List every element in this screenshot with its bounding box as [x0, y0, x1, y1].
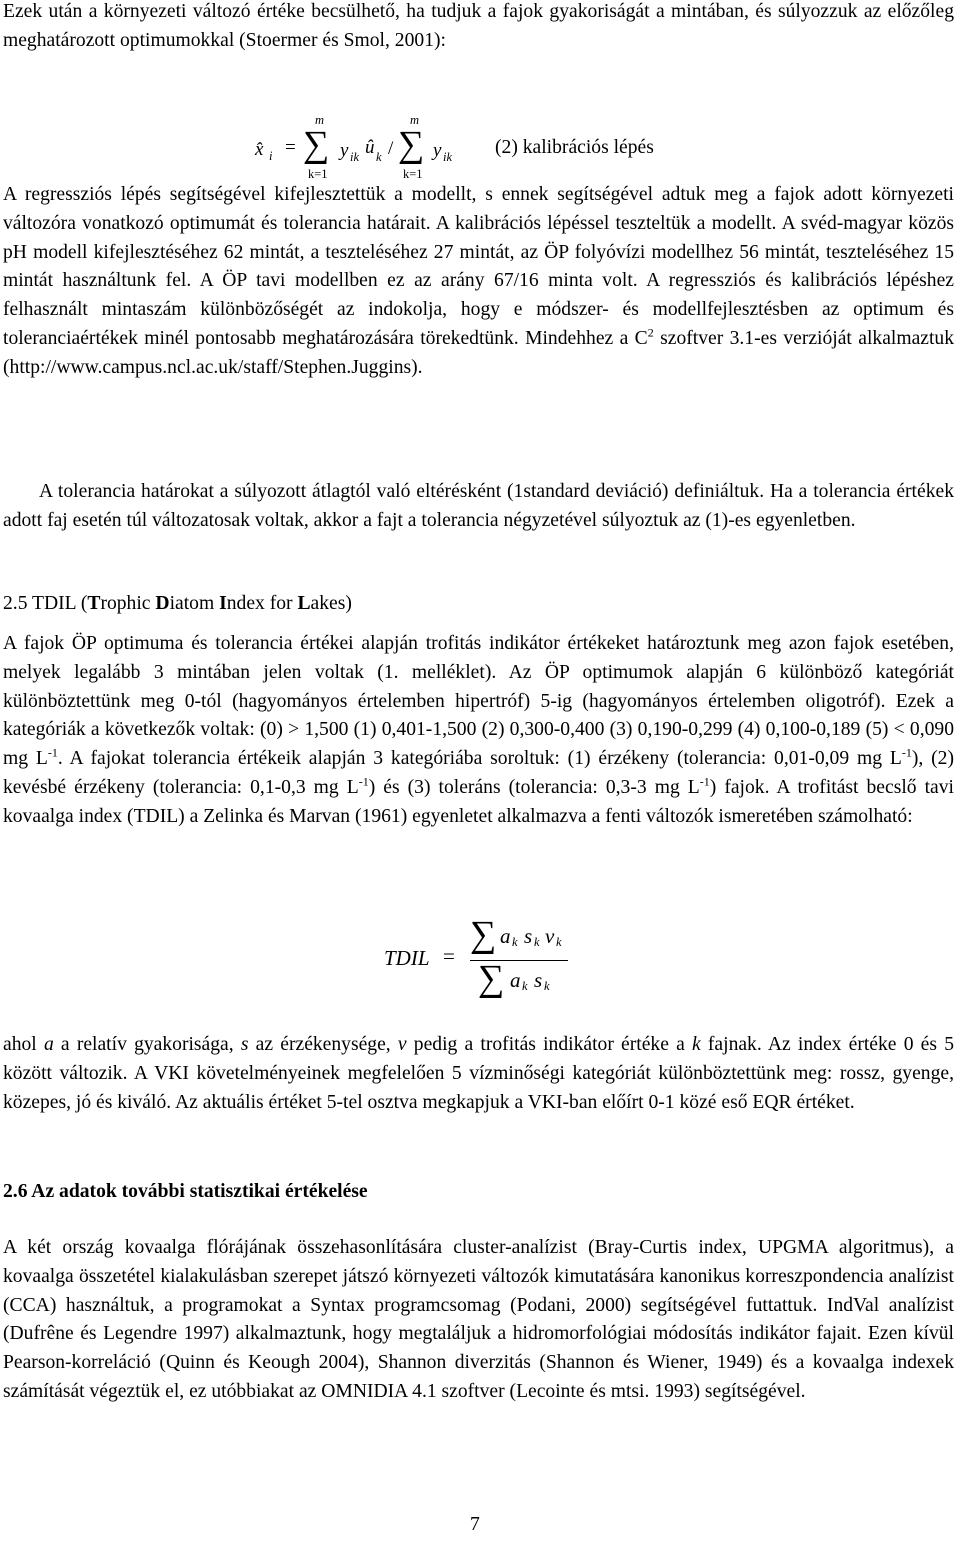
paragraph-intro: Ezek után a környezeti változó értéke becsülhető, ha tudjuk a fajok gyakoriságát a mintában, és súlyozzuk az előzőleg meghatározott optimumokkal (Stoermer és Smol, 2001): — [3, 1, 954, 51]
eq2-sum-den: ∑ — [478, 958, 505, 999]
paragraph-tdil: A fajok ÖP optimuma és tolerancia értékei alapján trofitás indikátor értékeket határoztunk meg azon fajok esetében, melyek legalább 3 mintában jelen voltak (1. melléklet). Az ÖP optimumok alapján 6 különböző kategóriát különböztettünk meg 0-tól (hagyományos értelemben hipertróf) 5-ig (hagyományos értelemben oligotróf). Ezek a kategóriák a következők voltak: (0) > 1,500 (1) 0,401-1,500 (2) 0,300-0,400 (3) 0,190-0,299 (4) 0,100-0,189 (5) < 0,090 mg $L^{-1}$. A fajokat tolerancia értékeik alapján 3 kategóriába soroltuk: (1) érzékeny (tolerancia: 0,01-0,09 mg $L^{-1}$), (2) kevésbé érzékeny (tolerancia: 0,1-0,3 mg $L^{-1}$) és (3) toleráns (tolerancia: 0,3-3 mg $L^{-1}$) fajok. A trofitást becslő tavi kovaalga index (TDIL) a Zelinka és Marvan (1961) egyenletet alkalmazva a fenti változók ismeretében számolható: — [3, 633, 955, 827]
eq2-sum-num: ∑ — [470, 914, 497, 955]
equation-tdil: TDIL = ∑ a k s k v k ∑ a k s k — [0, 0, 960, 1020]
paragraph-regression: A regressziós lépés segítségével kifejlesztettük a modellt, s ennek segítségével adtuk meg a fajok adott környezeti változóra vonatkozó optimumát és tolerancia határait. A kalibrációs lépéssel teszteltük a modellt. A svéd-magyar közös pH modell kifejlesztéséhez 62 mintát, a teszteléséhez 27 mintát, az ÖP folyóvízi modellhez 56 mintát, teszteléséhez 15 mintát használtunk fel. A ÖP tavi modellben ez az arány 67/16 minta volt. A regressziós és kalibrációs lépéshez felhasznált mintaszám különbözőségét az indokolja, hogy e módszer- és modellfejlesztésben az optimum és toleranciaértékek minél pontosabb meghatározására törekedtünk. Mindehhez a $C^2$ szoftver 3.1-es verzióját alkalmaztuk (http://www.campus.ncl.ac.uk/staff/Stephen.Juggins). — [3, 184, 955, 378]
heading-2-6: 2.6 Az adatok további statisztikai értékelése — [3, 1181, 368, 1202]
heading-2-5: 2.5 TDIL (Trophic Diatom Index for Lakes) — [3, 593, 352, 614]
paragraph-ahol: ahol a a relatív gyakorisága, s az érzékenysége, v pedig a trofitás indikátor értéke a k fajnak. Az index értéke 0 és 5 között változik. A VKI követelményeinek megfelelően 5 vízminőségi kategóriát különböztettünk meg: rossz, gyenge, közepes, jó és kiváló. Az aktuális értéket 5-tel osztva megkapjuk a VKI-ban előírt 0-1 közé eső EQR értéket. — [3, 1034, 955, 1113]
eq1-sum-1: ∑ — [303, 124, 330, 165]
equation-calibration: x̂ i = m ∑ k=1 y ik û k / m ∑ k=1 y ik (2) kalibrációs lépés — [255, 113, 654, 181]
eq2-lhs: TDIL — [384, 946, 430, 970]
page-number: 7 — [470, 1514, 480, 1535]
eq1-label: (2) kalibrációs lépés — [495, 137, 654, 158]
paragraph-tolerance: A tolerancia határokat a súlyozott átlagtól való eltérésként (1standard deviáció) definiáltuk. Ha a tolerancia értékek adott faj esetén túl változatosak voltak, akkor a fajt a tolerancia négyzetével súlyoztuk az (1)-es egyenletben. — [3, 481, 954, 531]
eq1-xhat: x̂ — [255, 139, 264, 160]
eq1-sum-2: ∑ — [398, 124, 425, 165]
paragraph-statistics: A két ország kovaalga flórájának összehasonlítására cluster-analízist (Bray-Curtis index, UPGMA algoritmus), a kovaalga összetétel kialakulásban szerepet játszó környezeti változók kimutatására kanonikus korreszpondencia analízist (CCA) használtuk, a programokat a Syntax programcsomag (Podani, 2000) segítségével futtattuk. IndVal analízist (Dufrêne és Legendre 1997) alkalmaztunk, hogy megtaláljuk a hidromorfológiai módosítás indikátor fajait. Ezen kívül Pearson-korreláció (Quinn és Keough 2004), Shannon diverzitás (Shannon és Wiener, 1949) és a kovaalga indexek számítását végeztük el, ez utóbbiakat az OMNIDIA 4.1 szoftver (Lecointe és mtsi. 1993) segítségével. — [3, 1237, 954, 1402]
